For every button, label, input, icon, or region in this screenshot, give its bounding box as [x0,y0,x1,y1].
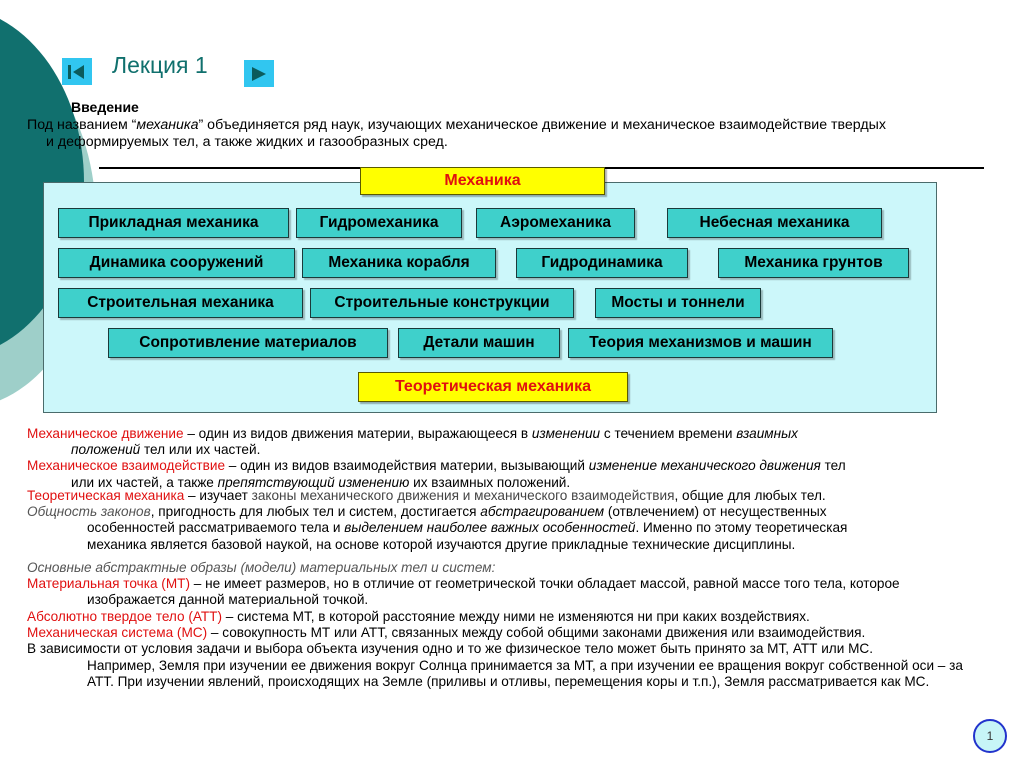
diagram-box[interactable]: Аэромеханика [476,208,635,238]
definition-theoretical-mechanics: Теоретическая механика – изучает законы механического движения и механического взаимодействия, общие для любых тел. [27,488,826,503]
definition-mechanical-motion-cont: положений тел или их частей. [71,442,261,458]
term-label: Абсолютно твердое тело (АТТ) [27,609,223,624]
models-example-line2: АТТ. При изучении явлений, происходящих на Земле (приливы и отливы, перемещения коры и т.п.), Земля рассматривается как МС. [87,674,930,690]
diagram-box[interactable]: Механика корабля [302,248,496,278]
intro-paragraph [27,117,1007,151]
definitions-block [27,426,1012,491]
mechanics-hierarchy-panel [43,182,937,413]
prev-arrow-icon [67,64,87,80]
definition-rigid-body: Абсолютно твердое тело (АТТ) – система МТ, в которой расстояние между ними не изменяются ни при каких воздействиях. [27,609,810,624]
definition-mechanical-motion: Механическое движение – один из видов движения материи, выражающееся в изменении с течением времени взаимных [27,426,798,441]
term-label: Материальная точка (МТ) [27,576,190,592]
diagram-box[interactable]: Теория механизмов и машин [568,328,833,358]
generality-of-laws-cont1: особенностей рассматриваемого тела и выделением наиболее важных особенностей. Именно по этому теоретическая [87,520,848,536]
diagram-box[interactable]: Детали машин [398,328,560,358]
models-note: В зависимости от условия задачи и выбора объекта изучения одно и то же физическое тело может быть принято за МТ, АТТ или МС. [27,641,874,657]
term-label: Механическое движение [27,426,184,441]
page-title: Лекция 1 [112,52,208,78]
definition-material-point: Материальная точка (МТ) – не имеет размеров, но в отличие от геометрической точки обладает массой, равной массе того тела, которое [27,576,900,592]
diagram-box[interactable]: Сопротивление материалов [108,328,388,358]
term-label: Теоретическая механика [27,488,185,503]
next-arrow-icon [249,66,269,82]
theoretical-mechanics-block [27,488,1012,553]
diagram-box[interactable]: Прикладная механика [58,208,289,238]
definition-material-point-cont: изображается данной материальной точкой. [87,592,369,608]
prev-slide-button[interactable] [62,58,92,85]
mechanics-root-box[interactable]: Механика [360,167,605,195]
models-block-2 [27,609,1012,658]
diagram-box[interactable]: Мосты и тоннели [595,288,761,318]
intro-heading: Введение [71,99,139,115]
diagram-box[interactable]: Гидромеханика [296,208,462,238]
models-intro: Основные абстрактные образы (модели) материальных тел и систем: [27,560,496,575]
diagram-box[interactable]: Строительные конструкции [310,288,574,318]
intro-line1-pre: Под названием “ [27,117,137,133]
term-label: Механическое взаимодействие [27,458,226,474]
models-block [27,560,1012,609]
diagram-box[interactable]: Строительная механика [58,288,303,318]
term-label: Механическая система (МС) [27,625,208,641]
intro-line1-emphasis: механика [136,117,199,133]
diagram-box[interactable]: Гидродинамика [516,248,688,278]
generality-of-laws-cont2: механика является базовой наукой, на основе которой изучаются другие прикладные технические дисциплины. [87,536,796,552]
definition-mechanical-interaction: Механическое взаимодействие – один из видов взаимодействия материи, вызывающий изменение механического движения тел [27,458,846,474]
diagram-box[interactable]: Динамика сооружений [58,248,295,278]
diagram-box[interactable]: Механика грунтов [718,248,909,278]
generality-of-laws: Общность законов, пригодность для любых тел и систем, достигается абстрагированием (отвлечением) от несущественных [27,504,827,520]
diagram-box[interactable]: Небесная механика [667,208,882,238]
models-example-line1: Например, Земля при изучении ее движения вокруг Солнца принимается за МТ, а при изучении ее вращения вокруг собственной оси – за [87,658,963,673]
page-number-badge: 1 [973,719,1007,753]
definition-mechanical-interaction-cont: или их частей, а также препятствующий изменению их взаимных положений. [71,474,571,490]
definition-mechanical-system: Механическая система (МС) – совокупность МТ или АТТ, связанных между собой общими законами движения или взаимодействия. [27,625,866,641]
models-example-block [27,658,1012,690]
next-slide-button[interactable] [244,60,274,87]
intro-line1-post: ” объединяется ряд наук, изучающих механическое движение и механическое взаимодействие твердых [198,117,886,133]
theoretical-mechanics-box[interactable]: Теоретическая механика [358,372,628,402]
intro-line2: и деформируемых тел, а также жидких и газообразных сред. [46,134,448,150]
